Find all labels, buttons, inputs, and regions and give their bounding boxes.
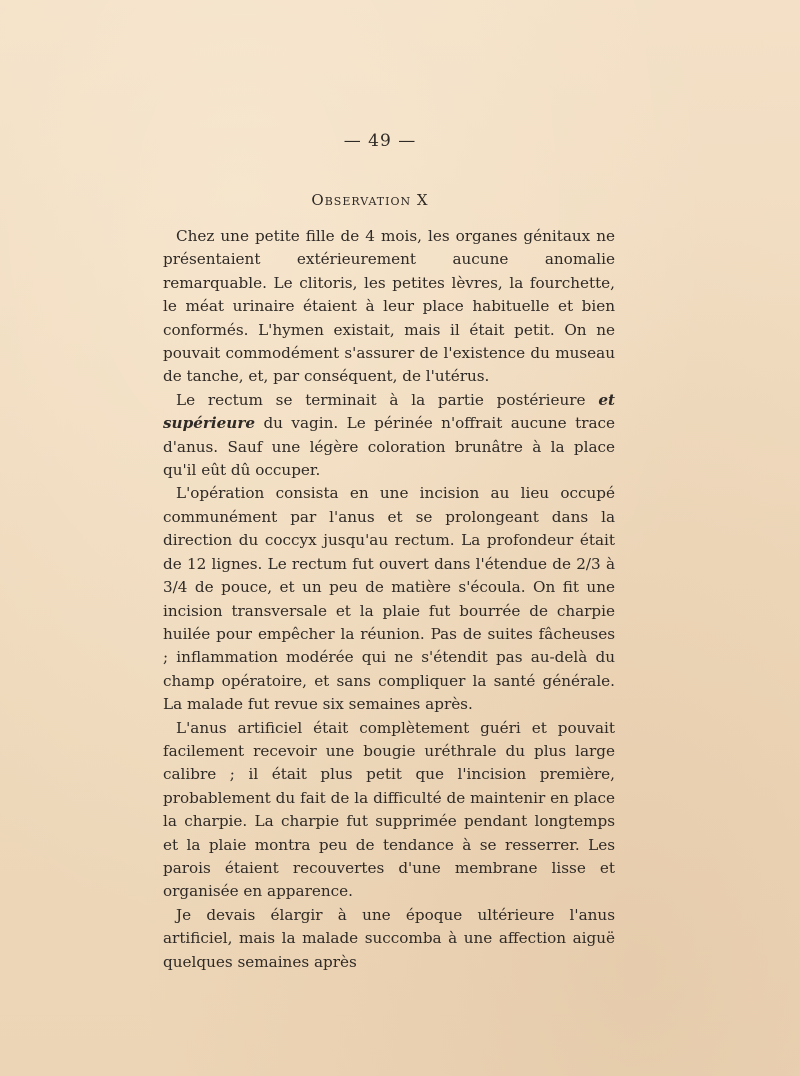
paragraph-2-text-after: du vagin. Le périnée n'offrait aucune trace d'anus. Sauf une légère coloration brunâtre à la place qu'il eût dû occuper. (163, 414, 615, 480)
paragraph-1: Chez une petite fille de 4 mois, les organes génitaux ne présentaient extérieurement aucune anomalie remarquable. Le clitoris, les petites lèvres, la fourchette, le méat urinaire étaient à leur place habituelle et bien conformés. L'hymen existait, mais il était petit. On ne pouvait commodément s'assurer de l'existence du museau de tanche, et, par conséquent, de l'utérus. (163, 227, 615, 386)
paragraph-2 (163, 389, 615, 483)
observation-heading: Observation X (311, 191, 429, 209)
paragraph-5: Je devais élargir à une époque ultérieure l'anus artificiel, mais la malade succomba à une affection aiguë quelques semaines après (163, 905, 615, 971)
paragraph-2-emphasis: et supérieure (163, 390, 615, 433)
paragraph-3: L'opération consista en une incision au lieu occupé communément par l'anus et se prolongeant dans la direction du coccyx jusqu'au rectum. La profondeur était de 12 lignes. Le rectum fut ouvert dans l'étendue de 2/3 à 3/4 de pouce, et un peu de matière s'écoula. On fit une incision transversale et la plaie fut bourrée de charpie huilée pour empêcher la réunion. Pas de suites fâcheuses ; inflammation modérée qui ne s'étendit pas au-delà du champ opératoire, et sans compliquer la santé générale. La malade fut revue six semaines après. (163, 484, 615, 714)
body-text (163, 225, 615, 974)
paragraph-4: L'anus artificiel était complètement guéri et pouvait facilement recevoir une bougie uréthrale du plus large calibre ; il était plus petit que l'incision première, probablement du fait de la difficulté de maintenir en place la charpie. La charpie fut supprimée pendant longtemps et la plaie montra peu de tendance à se resserrer. Les parois étaient recouvertes d'une membrane lisse et organisée en apparence. (163, 718, 615, 901)
paragraph-2-text-before: Le rectum se terminait à la partie postérieure (176, 390, 599, 409)
page-number: — 49 — (343, 131, 417, 151)
